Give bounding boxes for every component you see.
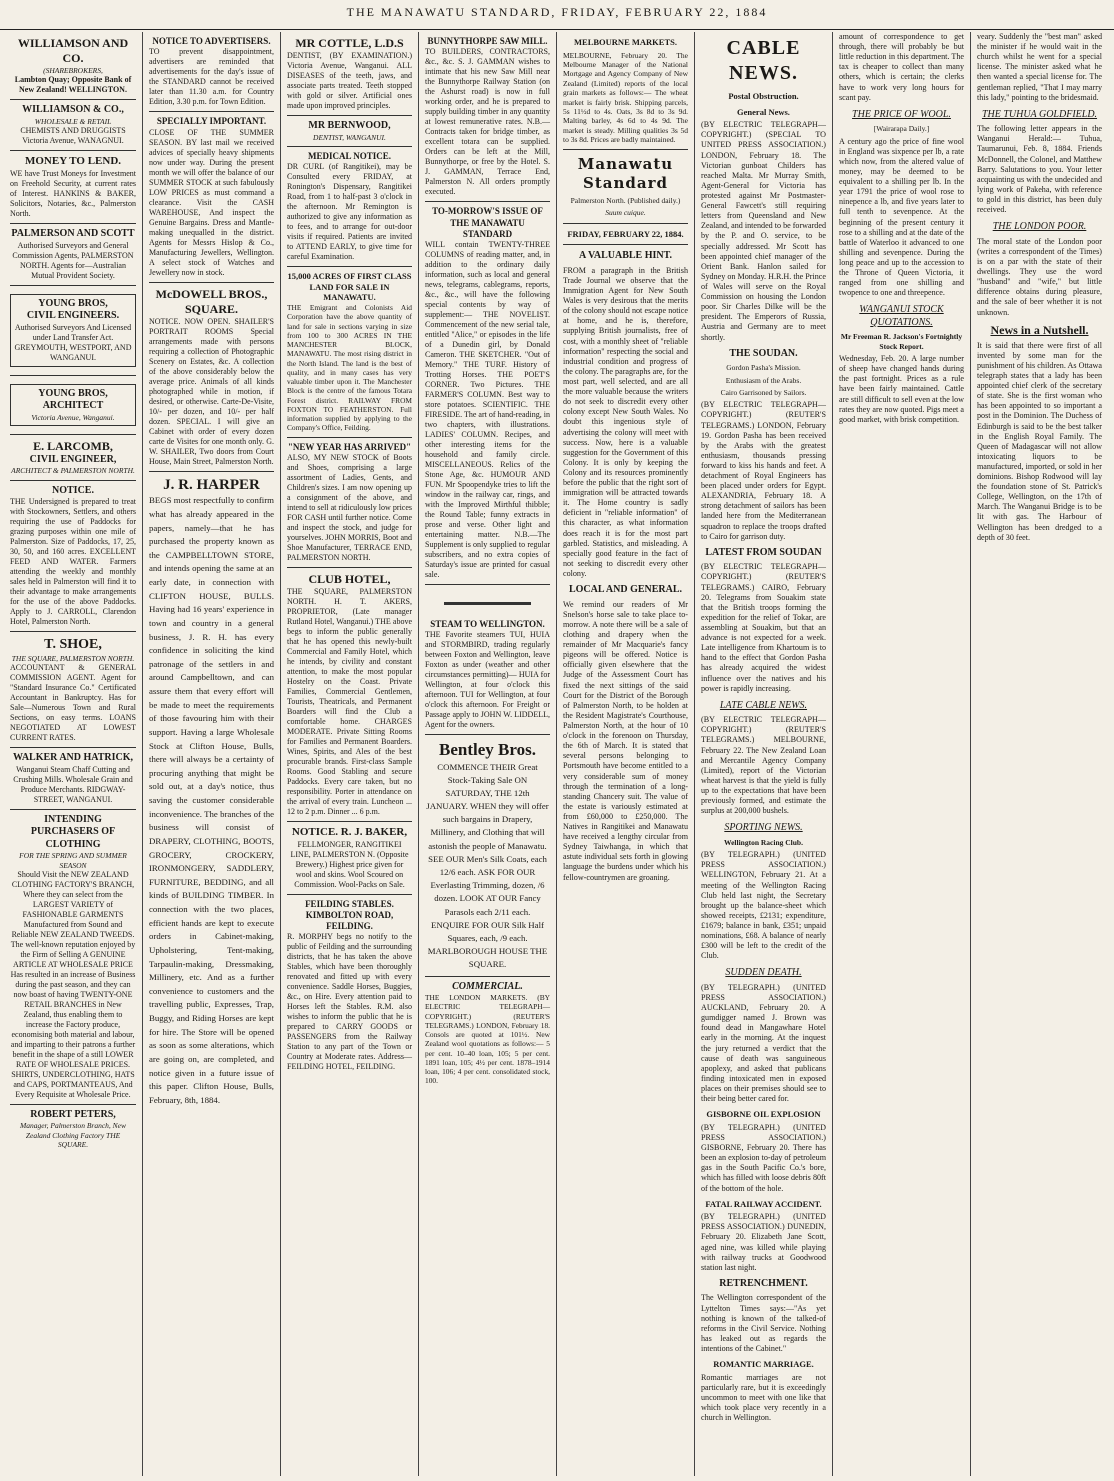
retrenchment-title: RETRENCHMENT. bbox=[719, 1277, 808, 1289]
ad-body: DENTIST, WANGANUI. bbox=[313, 132, 386, 142]
ad-tomorrows-issue bbox=[425, 202, 550, 585]
ad-body: Victoria Avenue, Wanganui. bbox=[31, 412, 115, 422]
ad-baker-fellmonger bbox=[287, 822, 412, 895]
ad-body: Should Visit the NEW ZEALAND CLOTHING FACTORY'S BRANCH, Where they can select from the LARGEST VARIETY of FASHIONABLE GARMENTS Manufactured from Sound and Reliable NEW ZEALAND TWEEDS. The well-known reputation enjoyed by the Firm of Selling A GENUINE ARTICLE AT WHOLESALE PRICE Has resulted in an increase of Business during the past season, and they can now boast of having TWENTY-ONE RETAIL BRANCHES in New Zealand, thus enabling them to increase the Factory produce, economising both material and labour, and imparting to their patrons a further benefit in the shape of a still LOWER RATE OF WHOLESALE PRICES. SHIRTS, UNDERCLOTHING, HATS and CAPS, PORTMANTEAUS, And Every Requisite at Wholesale Price. bbox=[10, 869, 136, 1099]
ad-sub: CIVIL ENGINEERS. bbox=[26, 310, 120, 321]
ad-harper bbox=[149, 472, 274, 1112]
sporting-sub: Wellington Racing Club. bbox=[724, 837, 803, 847]
tuhua-goldfield-title: THE TUHUA GOLDFIELD. bbox=[981, 108, 1098, 120]
ad-body: Wanganui Steam Chaff Cutting and Crushing Mills. Wholesale Grain and Produce Merchants. RIDGWAY-STREET, WANGANUI. bbox=[13, 764, 133, 804]
romantic-marriage-title: ROMANTIC MARRIAGE. bbox=[713, 1359, 814, 1370]
ad-shailer bbox=[149, 283, 274, 472]
ad-title: SPECIALLY IMPORTANT. bbox=[156, 116, 267, 127]
ad-body: THE SQUARE, PALMERSTON NORTH. H. T. AKERS, PROPRIETOR, (Late manager Rutland Hotel, Wanganui.) THE above begs to inform the public generally that he has opened this newly-built Commercial and Family Hotel, which he intends, by civility and constant attention, to make the most popular Hostelry on the Coast. Private Families, Commercial Gentlemen, Tourists, Theatricals, and Permanent Boarders will find the Club a comfortable home. CHARGES MODERATE. Private Sitting Rooms for Families and Permanent Boarders. Wines, Spirits, and Ales of the best procurable brands. First-class Sample Rooms. Good Stabling and secure Paddocks. Every care taken, but no responsibility. Porter in attendance on the arrival of every train. Luncheon ... 12 to 2 p.m. Dinner ... 6 p.m. bbox=[287, 586, 412, 816]
ad-land-sale bbox=[287, 267, 412, 437]
column-4 bbox=[418, 32, 556, 1476]
ad-notice-advertisers bbox=[149, 32, 274, 112]
ad-body: COMMENCE THEIR Great Stock-Taking Sale ON SATURDAY, THE 12th JANUARY. WHEN they will offer such bargains in Drapery, Millinery, and Clothing that will astonish the people of Manawatu. SEE OUR Men's Silk Coats, each 12/6 each. ASK FOR OUR Everlasting Trimming, dozen, /6 dozen. LOOK AT OUR Fancy Parasols each 2/11 each. ENQUIRE FOR OUR Silk Half Squares, each, /9 each. MARLBOROUGH HOUSE THE SQUARE. bbox=[426, 761, 549, 970]
commercial-section bbox=[425, 977, 550, 1090]
ad-sub: CIVIL ENGINEER, bbox=[29, 453, 117, 465]
soudan-sub: Gordon Pasha's Mission. bbox=[726, 363, 801, 373]
ad-body: TO BUILDERS, CONTRACTORS, &c., &c. S. J. GAMMAN wishes to intimate that his new Saw Mill near the Bunnythorpe Railway Station (on the Ashurst road) is now in full working order, and he is prepared to supply building timber in any quantity at lowest remunerative rates. N.B.—Contracts taken for bridge timber, as excellent totara can be supplied. Orders can be left at the Mill, Bunnythorpe, or free by the Hotel. S. J. GAMMAN, Terrace End, Palmerston N. All orders promptly executed. bbox=[425, 47, 550, 197]
ad-sub: FOR THE SPRING AND SUMMER SEASON bbox=[19, 851, 127, 870]
soudan-title: THE SOUDAN. bbox=[729, 347, 798, 359]
ad-title: NOTICE TO ADVERTISERS. bbox=[152, 36, 271, 46]
ad-body: ACCOUNTANT & GENERAL COMMISSION AGENT. Agent for "Standard Insurance Co." Certificated Accountant in Bankruptcy. Has for Sale—Numerous Town and Rural Sections, on easy terms. LOANS NEGOTIATED AT LOWEST CURRENT RATES. bbox=[10, 663, 136, 743]
soudan-sub: Cairo Garrisoned by Sailors. bbox=[720, 387, 807, 397]
steamship-illustration bbox=[444, 590, 532, 610]
ad-walker-hatrick bbox=[10, 748, 136, 810]
ad-title: WILLIAMSON AND CO. bbox=[17, 36, 129, 65]
ad-title: MR BERNWOOD, bbox=[308, 120, 391, 131]
ad-title: T. SHOE, bbox=[44, 637, 102, 653]
ad-body: Authorised Surveyors and General Commission Agents, PALMERSTON NORTH. Agents for—Australian Mutual Provident Society. bbox=[12, 240, 134, 280]
ad-title: INTENDING PURCHASERS OF CLOTHING bbox=[30, 813, 116, 850]
ad-bentley-bros bbox=[425, 735, 550, 976]
ad-body: WILL contain TWENTY-THREE COLUMNS of reading matter, and, in addition to the ordinary daily information, such as local and general news, telegrams, cablegrams, reports, &c., &c., will have the following special contents by way of supplement:— THE NOVELIST. Commencement of the new serial tale, entitled "Alice," or episodes in the life of a Dunedin girl, by Donald Cameron. THE SKETCHER. "Out of Memory." THE TURF. History of Trotting Horses. THE POET'S CORNER. Two Pictures. THE FARMER'S COLUMN. Best way to store potatoes. SCIENTIFIC. THE FIRESIDE. The art of hand-reading, in two chapters, with illustrations. LADIES' COLUMN. Recipes, and other interesting items for the household and family circle. MISCELLANEOUS. Relics of the Stone Age, &c. HUMOUR AND FUN. Mr Spoopendyke tries to lift the window in the railway car, rings, and with the Improved Mirthful thibble; the Round Table; funny extracts in prose and verse. Other light and entertaining matter. N.B.—The Supplement is only supplied to regular subscribers, and no extra copies of Saturday's issue are printed for casual sale. bbox=[425, 240, 550, 579]
newspaper-page bbox=[4, 32, 1110, 1476]
ad-body: CLOSE OF THE SUMMER SEASON. BY last mail we received advices of specially heavy shipments now under way. During the present month we will offer the balance of our SUMMER STOCK at such fabulously LOW PRICES as must command a clearance. Visit the CASH WAREHOUSE, And inspect the Genuine Bargains. Dress and Mantle-making unequalled in the district. Agents for Messrs Hislop & Co., Manufacturing Jewellers, Wellington. A select stock of Watches and Jewellery now in stock. bbox=[149, 127, 274, 277]
ad-title: ROBERT PETERS, bbox=[30, 1108, 116, 1120]
ad-title: Bentley Bros. bbox=[439, 740, 536, 760]
ad-title: COMMERCIAL. bbox=[452, 980, 523, 992]
late-cable-body: (BY ELECTRIC TELEGRAPH—COPYRIGHT.) (REUTER'S TELEGRAMS.) MELBOURNE, February 22. The New Zealand Loan and Mercantile Agency Company (Limited), report of the Victorian wheat harvest is that the yield is fully up to the expectations that have been previously formed, and estimate the surplus at 200,000 bushels. bbox=[701, 715, 826, 816]
ad-john-morris bbox=[287, 438, 412, 568]
ad-cottle-dentist bbox=[287, 32, 412, 116]
cable-news-title: CABLE NEWS. bbox=[726, 37, 801, 84]
paper-sub: Palmerston North. (Published daily.) bbox=[570, 195, 681, 205]
ad-bunnythorpe-mill bbox=[425, 32, 550, 202]
column-5 bbox=[556, 32, 694, 1476]
article-title-local-general: LOCAL AND GENERAL. bbox=[568, 584, 683, 596]
ad-sub: THE SQUARE, PALMERSTON NORTH. bbox=[11, 653, 135, 663]
ad-body: DENTIST, (BY EXAMINATION.) Victoria Avenue, Wanganui. ALL DISEASES of the teeth, jaws, and associate parts treated. Teeth stopped with gold or silver. Artificial ones made upon improved principles. bbox=[287, 51, 412, 110]
wanganui-stock-title: WANGANUI STOCK QUOTATIONS. bbox=[859, 304, 944, 328]
sudden-death-body: (BY TELEGRAPH.) (UNITED PRESS ASSOCIATION.) AUCKLAND, February 20. A gumdigger named J. Brown was found dead in Mangawhare Hotel early in the morning. At the inquest the jury returned a verdict that the cause of death was sanguineous apoplexy, and asked that publicans finding intoxicated men in exposed places on their premises should see to their being better cared for. bbox=[701, 982, 826, 1104]
markets-title: MELBOURNE MARKETS. bbox=[574, 37, 677, 47]
railway-accident-title: FATAL RAILWAY ACCIDENT. bbox=[705, 1198, 822, 1209]
ad-body: WE have Trust Moneys for Investment on Freehold Security, at current rates of Interest. HANKINS & BAKER, Solicitors, Notaries, &c., Palmerston North. bbox=[10, 169, 136, 218]
ad-title: E. LARCOMB, bbox=[33, 438, 113, 453]
ad-title: "NEW YEAR HAS ARRIVED" bbox=[287, 441, 412, 452]
ad-young-bros-engineers bbox=[10, 286, 136, 376]
ad-carroll-notice bbox=[10, 481, 136, 633]
ad-feilding-stables bbox=[287, 895, 412, 1077]
column-2 bbox=[142, 32, 280, 1476]
ad-williamson-sharebrokers bbox=[10, 32, 136, 100]
ad-body: FELLMONGER, RANGITIKEI LINE, PALMERSTON N. (Opposite Brewery.) Highest price given for wool and skins. Wool Scoured on Commission. Wool-Packs on Sale. bbox=[290, 839, 409, 889]
ad-title: 15,000 ACRES OF FIRST CLASS LAND FOR SALE IN MANAWATU. bbox=[287, 271, 412, 303]
oil-explosion-title: GISBORNE OIL EXPLOSION bbox=[706, 1109, 821, 1120]
ad-sub: WHOLESALE & RETAIL bbox=[34, 116, 112, 126]
news-nutshell-body: It is said that there were first of all invented by some man for the punishment of his children. As Ottawa telegraph states that a lady has been appointed chief clerk of the secretary of state. She is the first woman who has been appointed to so important a post in the Dominion. The Duchess of Edinburgh is said to be the best talker in the English Royal Family. The Queen of Madagascar will not allow intoxicating liquors to be manufactured, imported, or sold in her dominions. Bishop Rodwood will lay the foundation stone of St. Patrick's College, Wellington, on the 17th of March. The Wanganui Bridge is to be lit with gas. The Harbour of Wellington has been dredged to a depth of 30 feet. bbox=[977, 340, 1102, 542]
markets-body: MELBOURNE, February 20. The Melbourne Manager of the National Mortgage and Agency Company of New Zealand (Limited) reports of the local grain markets as follows:— The wheat market is fairly brisk. Shipping parcels, 5s 11½d to 4s. Oats, 3s 8d to 3s 9d. Malting barley, 4s 6d to 4s 9d. The market is steady. Milling qualities 3s 5d to 3s 8d. Prices are badly maintained. bbox=[563, 50, 688, 144]
ad-title: J. R. HARPER bbox=[163, 476, 260, 493]
column-3 bbox=[280, 32, 418, 1476]
ad-title: MONEY TO LEND. bbox=[24, 155, 122, 168]
ad-body: BEGS most respectfully to confirm what has already appeared in the papers, namely—that he has purchased the property known as the CAMPBELLTOWN STORE, and intends opening the same at an early date, in connection with CLIFTON HOUSE, BULLS. Having had 16 years' experience in town and country in a general business, J. R. H. has every confidence in soliciting the kind patronage of the settlers in and around Campbelltown, and can assure them that every effort will be made to meet the requirements of those favouring him with their support. Having a large Wholesale Stock at Clifton House, Bulls, there will always be a certainty of procuring anything that might be sold out, at a day's notice, thus saving the customer considerable inconvenience. The branches of the business will consist of DRAPERY, CLOTHING, BOOTS, GROCERY, CROCKERY, IRONMONGERY, SADDLERY, FURNITURE, BEDDING, and all kinds of BUILDING TIMBER. In connection with the two places, efficient hands are kept to execute orders in Cabinet-making, Upholstering, Tent-making, Tarpaulin-making, Dressmaking, Millinery, etc. And as a further convenience to customers and the travelling public, Expresses, Trap, Buggy, and Riding Horses are kept for hire. The Store will be opened as soon as some alterations, which are going on, are completed, and notice given in a future issue of this paper. Clifton House, Bulls, February, 8th, 1884. bbox=[149, 495, 274, 1105]
soudan-body: (BY ELECTRIC TELEGRAPH—COPYRIGHT.) (REUTER'S TELEGRAMS.) LONDON, February 19. Gordon Pasha has been received by the Arabs with the greatest enthusiasm, thousands pressing forward to kiss his hands and feet. A detachment of Royal Engineers has been placed under orders for Egypt. ALEXANDRIA, February 18. A strong detachment of sailors has been landed here from the Mediterranean squadron to replace the troops drafted to Cairo for garrison duty. bbox=[701, 400, 826, 541]
ad-club-hotel bbox=[287, 568, 412, 822]
continued-text: amount of correspondence to get through, there will probably be but little reduction in this department. The tax is cheaper to collect than many others, which is certain; the clerks have to work very long hours for scant pay. bbox=[839, 32, 964, 102]
masthead: THE MANAWATU STANDARD, FRIDAY, FEBRUARY 22, 1884 bbox=[0, 0, 1114, 30]
paper-name: Manawatu Standard bbox=[577, 155, 674, 193]
cable-news-body: (BY ELECTRIC TELEGRAPH—COPYRIGHT.) (SPECIAL TO UNITED PRESS ASSOCIATION.) LONDON, February 18. The Victorian gunboat Childers has reached Malta. Mr Murray Smith, Agent-General for Victoria has protested against Mr Postmaster-General Fawcett's still requiring letters from Queensland and New Zealand, and intended to be forwarded by the P. and O. service, to be specially addressed. Mr Scott has been appointed chief manager of the Orient Bank. Hanlon sailed for Sydney on Monday. H.R.H. the Prince of Wales will serve on the Royal Commission on housing the London poor. Sir Charles Dilke will be the president. The Emperors of Russia, Austria and Germany are to meet shortly. bbox=[701, 120, 826, 342]
ad-title: TO-MORROW'S ISSUE OF THE MANAWATU STANDARD bbox=[432, 206, 543, 239]
column-1 bbox=[4, 32, 142, 1476]
soudan-sub: Enthusiasm of the Arabs. bbox=[725, 375, 802, 385]
ad-body: DR CURL (of Rangitikei), may be Consulted every FRIDAY, at Ronington's Dispensary, Rangitikei Road, from 1 to half-past 3 o'clock in the afternoon. Mr Remington is authorized to give any information as to fees, and to arrange for out-door visits if required. Patients are invited to ATTEND EARLY, to give time for careful Examination. bbox=[287, 162, 412, 262]
ad-body: THE Emigrant and Colonists Aid Corporation have the above quantity of land for sale in sections varying in size from 100 to 300 ACRES IN THE MANCHESTER BLOCK, MANAWATU. The most rising district in the North Island. The land is the best of quality, and in many cases has very valuable timber upon it. The Manchester Block is the centre of the famous Totara Forest district. RAILWAY FROM FOXTON TO FEATHERSTON. Full information supplied by applying to the Company's Office, Feilding. bbox=[287, 303, 412, 433]
ad-body: THE Favorite steamers TUI, HUIA and STORMBIRD, trading regularly between Foxton and Wellington, leave Foxton as under (weather and other circumstances permitting)— HUIA for Wellington, at four o'clock this afternoon. TUI for Wellington, at four o'clock this afternoon. For Freight or Passage apply to JOHN W. LIDDELL, Agent for the owners. bbox=[425, 630, 550, 730]
article-body-local-general: We remind our readers of Mr Snelson's horse sale to take place to-morrow. A note there will be a sale of clothing and drapery when the remainder of Mr Macquarie's fancy pigeons will be offered. Notice is officially given elsewhere that the Judge of the Assessment Court has fixed the next sittings of the said Court for the District of the Borough of Palmerston North, to be holden at the Resident Magistrate's Courthouse, Palmerston North, at the hour of 10 o'clock in the forenoon on Thursday, the 6th of March. It is stated that several persons belonging to Portsmouth have become entitled to a very considerable sum of money through the termination of a long-standing Chancery suit. The value of the estate is variously estimated at from £60,000 to £250,000. The Natives in Rangitikei and Manawatu have received a lengthy circular from Sydney Taiwhanga, in which that astute individual sets forth in glowing language the burdens under which his fellow-countrymen are groaning. bbox=[563, 599, 688, 882]
ad-body: NOTICE. NOW OPEN. SHAILER'S PORTRAIT ROOMS Special arrangements made with persons requiring a collection of Photographic Scenery on Estates, &c. A collection of the above considerably below the average price. Animals of all kinds photographed while in motion, if desired, or otherwise. Carte-De-Visite, 10/- per dozen, and 10/- per half dozen. SPECIAL. I will give an Cabinet with order of every dozen carte de Visites for one month only. G. W. SHAILER, Two doors from Court House, Main Street, Palmerston North. bbox=[149, 316, 274, 466]
ad-body: R. MORPHY begs no notify to the public of Feilding and the surrounding districts, that he has taken the above Stables, which have been thoroughly renovated and fitted up with every convenience. Saddle Horses, Buggies, &c., on Hire. Every attention paid to Horses left the Stables. R.M. also wishes to inform the public that he is prepared to CARRY GOODS or PASSENGERS from the Railway Station to any part of the Town or Country at Moderate rates. Address— FEILDING HOTEL, FEILDING. bbox=[287, 932, 412, 1072]
oil-explosion-body: (BY TELEGRAPH.) (UNITED PRESS ASSOCIATION.) GISBORNE, February 20. There has been an explosion to-day of petroleum gas in the South Pacific Co.'s bore, which has filled with loose debris 80ft of the bottom of the hole. bbox=[701, 1122, 826, 1193]
section-title: Postal Obstruction. bbox=[728, 91, 799, 101]
wanganui-stock-body: Wednesday, Feb. 20. A large number of sheep have changed hands during the past fortnight. Prices as a rule have been fairly maintained. Cattle are still difficult to sell even at the low rates they are now quoted. Pigs meet a good market, with brisk competition. bbox=[839, 354, 964, 424]
ad-young-bros-architect bbox=[10, 376, 136, 435]
ad-title: McDOWELL BROS., SQUARE. bbox=[155, 286, 268, 316]
london-poor-title: THE LONDON POOR. bbox=[992, 221, 1087, 233]
ad-bernwood-dentist bbox=[287, 116, 412, 147]
sudden-death-title: SUDDEN DEATH. bbox=[725, 967, 802, 979]
ad-title: BUNNYTHORPE SAW MILL. bbox=[427, 36, 548, 46]
sporting-body: (BY TELEGRAPH.) (UNITED PRESS ASSOCIATION.) WELLINGTON, February 21. At a meeting of the Wellington Racing Club held last night, the Secretary brought up the balance-sheet which showed receipts, £2131; expenditure, £1679; balance in bank, £351; unpaid nominations, £68. A balance of nearly £300 will be left to the credit of the Club. bbox=[701, 850, 826, 961]
ad-title: MEDICAL NOTICE. bbox=[307, 150, 391, 161]
ad-title: WILLIAMSON & CO., bbox=[22, 104, 124, 116]
ad-title: CLUB HOTEL, bbox=[308, 571, 391, 586]
ad-body: ARCHITECT & PALMERSTON NORTH. bbox=[11, 466, 135, 476]
price-of-wool-source: [Wairarapa Daily.] bbox=[873, 124, 930, 134]
ad-body: TO prevent disappointment, advertisers are reminded that advertisements for the day's issue of the STANDARD cannot be received later than 11.30 a.m. for Country Edition, 3.30 p.m. for Town Edition. bbox=[149, 47, 274, 107]
ad-title: YOUNG BROS, bbox=[38, 387, 108, 399]
london-poor-body: The moral state of the London poor (writes a correspondent of the Times) is on a par with the state of their dwellings. They use the word "husband" and "wife," but little difference obtains during pleasure, and the sale of beer whether it is not unknown. bbox=[977, 236, 1102, 317]
late-cable-title: LATE CABLE NEWS. bbox=[719, 699, 808, 711]
ad-title: YOUNG BROS, bbox=[38, 297, 108, 309]
ad-title: NOTICE. bbox=[52, 484, 94, 496]
ad-title: NOTICE. R. J. BAKER, bbox=[291, 825, 408, 838]
ad-medical-notice bbox=[287, 147, 412, 267]
ad-body: Lambton Quay; Opposite Bank of New Zealand! WELLINGTON. bbox=[14, 75, 132, 95]
ad-larcomb bbox=[10, 435, 136, 481]
ad-body: Manager, Palmerston Branch, New Zealand Clothing Factory THE SQUARE. bbox=[19, 1121, 127, 1150]
ad-title: MR COTTLE, L.D.S bbox=[295, 36, 404, 50]
ad-body: ALSO, MY NEW STOCK of Boots and Shoes, comprising a large assortment of Ladies, Gents, and Children's sizes. I am now opening up a consignment of the above, and intend to sell at ridiculously low prices FOR CASH until further notice. Come and inspect the stock, and judge for yourselves. JOHN MORRIS, Boot and Shoe Manufacturer, TERRACE END, PALMERSTON NORTH. bbox=[287, 452, 412, 562]
ad-title: PALMERSON AND SCOTT bbox=[11, 228, 135, 239]
ad-palmerson-scott bbox=[10, 224, 136, 286]
price-of-wool-body: A century ago the price of fine wool in England was sixpence per lb, a rate which now, from the altered value of money, may be deemed to be equivalent to a shilling per lb. In the year 1791 the price of wool rose to ninepence a lb, and five years later to full tenth to sevenpence. At the beginning of the present century it rose to a shilling and at the date of the battle of Waterloo it advanced to one shilling and sevenpence. During the long peace and up to the accession to the Throne of Queen Victoria, it ranged from one shilling and twopence to one and threepence. bbox=[839, 136, 964, 298]
ad-body: Authorised Surveyors And Licensed under Land Transfer Act. GREYMOUTH, WESTPORT, AND WANGANUI. bbox=[14, 322, 132, 362]
column-7 bbox=[832, 32, 970, 1476]
ad-clothing-factory bbox=[10, 810, 136, 1105]
article-body-valuable-hint: FROM a paragraph in the British Trade Journal we observe that the Immigration Agent for New South Wales is very desirous that the merits of the colony should not escape notice at home, and he is, therefore, supplying British journalists, free of cost, with a monthly sheet of "reliable information" respecting the social and industrial condition and progress of the colony. The paragraphs are, for the most part, well selected, and are all the more valuable because the writers do not seek to discredit every other colony except New South Wales. No doubt this ingenious style of advertising the colony will meet with success. Now, here is a valuable suggestion for the Government of this Colony. It is only by keeping the Colony and its resources prominently before the public that the right sort of immigration will be attracted towards it. The Home country is sadly deficient in "reliable information" of this character, as what information does reach it is for the most part garbled. Statistics, and misleading. A specially good feature in the fact of not seeking to discredit every other colony. bbox=[563, 265, 688, 579]
ad-body: CHEMISTS AND DRUGGISTS Victoria Avenue, WANAGNUI. bbox=[20, 126, 126, 146]
continued-text: veary. Suddenly the "best man" asked the minister if he would wait in the church whilst he went for a special license. The minister asked what he then wanted a special license for. The gentleman replied, "That I may marry this lady," pointing to the bridesmaid. bbox=[977, 32, 1102, 102]
paper-motto: Suum cuique. bbox=[605, 208, 646, 218]
column-8 bbox=[970, 32, 1108, 1476]
romantic-marriage-body: Romantic marriages are not particularly rare, but it is exceedingly uncommon to meet with one like that which took place very recently in a church in Wellington. bbox=[701, 1372, 826, 1423]
retrenchment-body: The Wellington correspondent of the Lyttelton Times says:—"As yet nothing is known of the talked-of reforms in the Civil Service. Nothing has leaked out as regards the intentions of the Cabinet." bbox=[701, 1293, 826, 1353]
tuhua-goldfield-body: The following letter appears in the Wanganui Herald:— Tuhua, Taumarunui, Feb. 8, 1884. Friends McDonnell, the Colonel, and Matthew Barry. Salutations to you. Your letter acquainting us with the undecided and lying work of Pakeha, with reference to gold in this district, has been duly received. bbox=[977, 124, 1102, 215]
ad-title: WALKER AND HATRICK, bbox=[12, 752, 134, 764]
latest-soudan-body: (BY ELECTRIC TELEGRAPH—COPYRIGHT.) (REUTER'S TELEGRAMS.) CAIRO, February 20. Telegrams from Souakim state that the British troops forming the expedition for the relief of Tokar, are assembling at Souakim, but that an advance is not expected for a week. Late intelligence from Khartoum is to hand to the effect that Gordon Pasha has already acquired the widest influence over the natives and his power is rapidly increasing. bbox=[701, 562, 826, 693]
ad-williamson-chemists bbox=[10, 100, 136, 151]
price-of-wool-title: THE PRICE OF WOOL. bbox=[852, 108, 951, 120]
sporting-title: SPORTING NEWS. bbox=[724, 822, 803, 834]
ad-specially-important bbox=[149, 112, 274, 282]
ad-body: THE LONDON MARKETS. (BY ELECTRIC TELEGRAPH—COPYRIGHT.) (REUTER'S TELEGRAMS.) LONDON, February 18. Consols are quoted at 101½. New Zealand wool quotations as follows:— 5 per cent. 10–40 loan, 105; 5 per cent. 1891 loan, 105; 4½ per cent. 1878–1914 loan, 106; 4 per cent. consolidated stock, 100. bbox=[425, 993, 550, 1086]
section-title: General News. bbox=[737, 106, 790, 117]
ad-robert-peters bbox=[10, 1105, 136, 1154]
article-title-valuable-hint: A VALUABLE HINT. bbox=[578, 250, 673, 262]
ad-sub: ARCHITECT bbox=[42, 400, 104, 411]
ad-steam-wellington bbox=[425, 615, 550, 735]
ad-t-shoe bbox=[10, 632, 136, 748]
wanganui-stock-sub: Mr Freeman R. Jackson's Fortnightly Stock Report. bbox=[840, 332, 963, 351]
ad-title: STEAM TO WELLINGTON. bbox=[430, 619, 545, 629]
ad-sub: (SHAREBROKERS, bbox=[43, 66, 103, 75]
ad-body: THE Undersigned is prepared to treat with Stockowners, Settlers, and others requiring the use of Paddocks for grazing purposes within one mile of Palmerston. Size of Paddocks, 17, 25, 30, 50, and 160 acres. EXCELLENT FEED AND WATER. Farmers attending the weekly and monthly sales held in Palmerston will find it to their advantage to make arrangements for the use of the above Paddocks. Apply to J. CARROLL, Clarendon Hotel, Palmerston North. bbox=[10, 497, 136, 627]
ad-money-to-lend bbox=[10, 151, 136, 224]
railway-accident-body: (BY TELEGRAPH.) (UNITED PRESS ASSOCIATION.) DUNEDIN, February 20. Elizabeth Jane Scott, aged nine, was killed while playing with railway trucks at Goodwood station last night. bbox=[701, 1212, 826, 1272]
ad-title: FEILDING STABLES. KIMBOLTON ROAD, FEILDING. bbox=[305, 898, 394, 931]
news-nutshell-title: News in a Nutshell. bbox=[990, 322, 1089, 337]
date-line: FRIDAY, FEBRUARY 22, 1884. bbox=[567, 228, 684, 239]
column-6 bbox=[694, 32, 832, 1476]
latest-soudan-title: LATEST FROM SOUDAN bbox=[705, 546, 822, 558]
